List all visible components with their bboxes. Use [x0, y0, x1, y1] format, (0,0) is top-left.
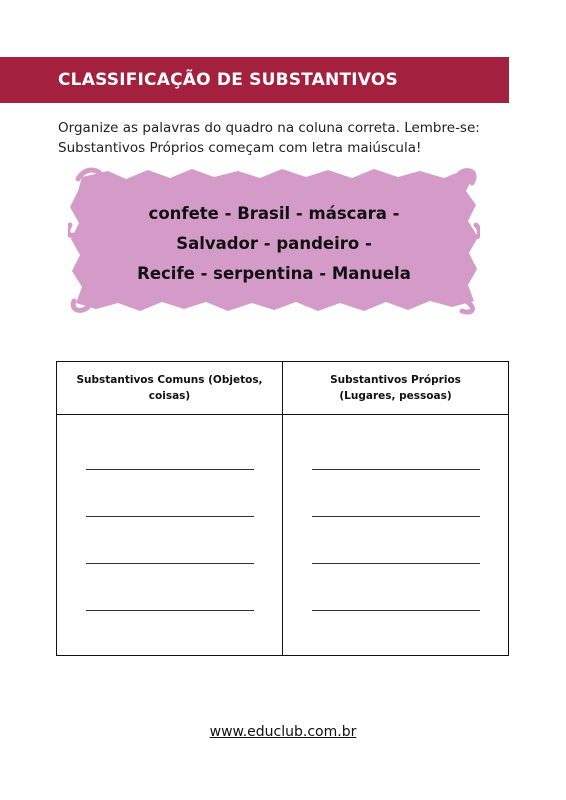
answer-cell-proper [283, 415, 509, 656]
instructions [58, 118, 518, 158]
answer-line[interactable] [86, 610, 254, 611]
title-banner [0, 57, 509, 103]
word-list [68, 199, 480, 289]
answer-table [56, 361, 509, 656]
column-header-common-nouns: Substantivos Comuns (Objetos, coisas) [57, 362, 283, 415]
word-box [68, 165, 480, 315]
answer-cell-common [57, 415, 283, 656]
answer-line[interactable] [312, 563, 480, 564]
answer-line[interactable] [86, 469, 254, 470]
page-title: CLASSIFICAÇÃO DE SUBSTANTIVOS [58, 70, 398, 90]
answer-line[interactable] [86, 516, 254, 517]
instructions-line-1: Organize as palavras do quadro na coluna correta. Lembre-se: [58, 120, 480, 136]
column-header-proper-nouns: Substantivos Próprios (Lugares, pessoas) [283, 362, 509, 415]
footer-link[interactable]: www.educlub.com.br [209, 724, 357, 740]
instructions-line-2: Substantivos Próprios começam com letra maiúscula! [58, 140, 422, 156]
word-line: confete - Brasil - máscara - [148, 204, 400, 223]
word-line: Salvador - pandeiro - [176, 234, 372, 253]
answer-line[interactable] [312, 610, 480, 611]
answer-line[interactable] [312, 516, 480, 517]
word-line: Recife - serpentina - Manuela [137, 264, 411, 283]
answer-line[interactable] [312, 469, 480, 470]
footer [0, 724, 566, 740]
answer-line[interactable] [86, 563, 254, 564]
